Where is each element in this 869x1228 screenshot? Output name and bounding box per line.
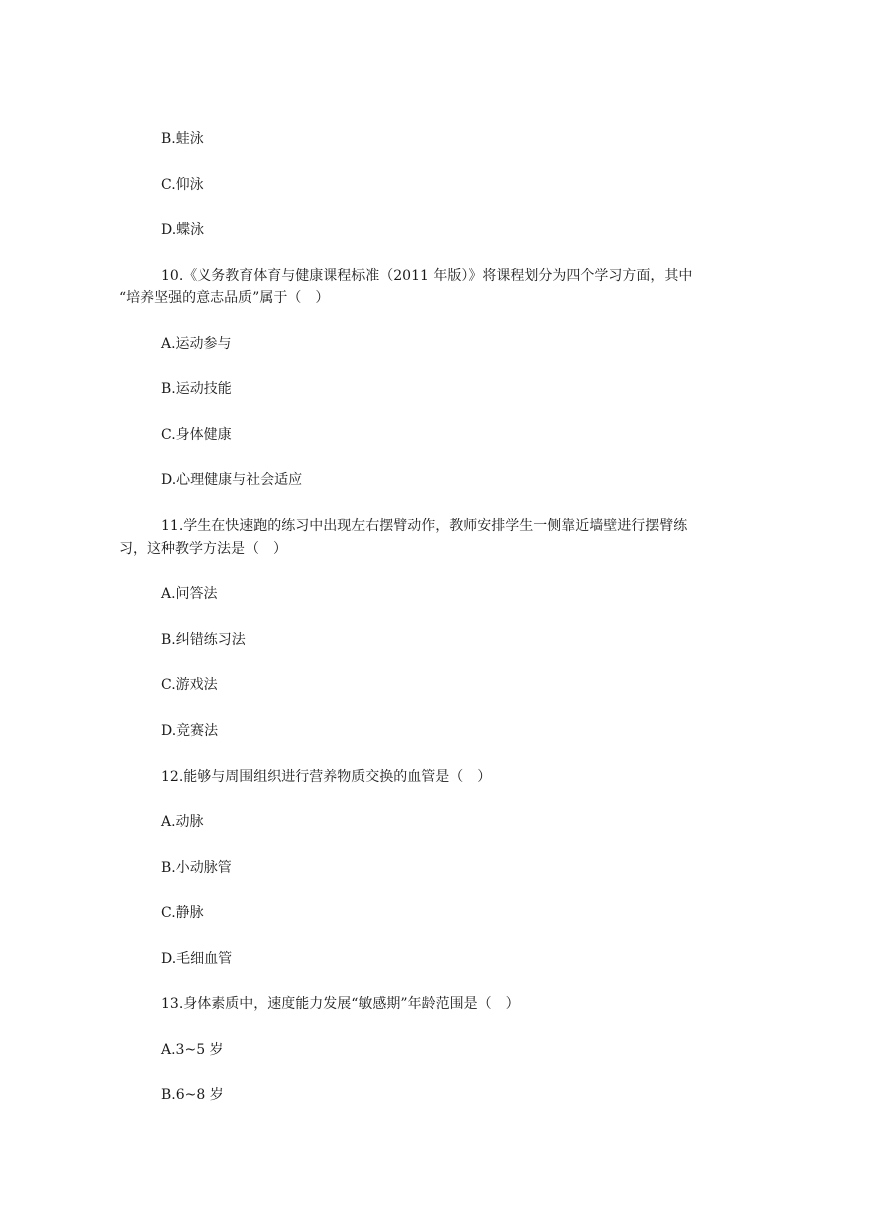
- q10-option-d: D.心理健康与社会适应: [161, 472, 303, 488]
- q9-option-d: D.蝶泳: [161, 222, 205, 238]
- q9-option-c: C.仰泳: [161, 177, 204, 193]
- q11-stem-line-2: 习，这种教学方法是（ ）: [119, 541, 287, 557]
- q10-option-a: A.运动参与: [161, 336, 232, 352]
- q12-option-a: A.动脉: [161, 814, 204, 830]
- q13-option-b: B.6~8 岁: [161, 1087, 224, 1103]
- q10-stem-line-1: 10.《义务教育体育与健康课程标准（2011 年版）》将课程划分为四个学习方面，其中: [161, 268, 693, 284]
- q12-option-d: D.毛细血管: [161, 951, 233, 967]
- q9-option-b: B.蛙泳: [161, 131, 204, 147]
- q10-option-b: B.运动技能: [161, 381, 232, 397]
- q11-stem-line-1: 11.学生在快速跑的练习中出现左右摆臂动作，教师安排学生一侧靠近墙壁进行摆臂练: [161, 518, 688, 534]
- q11-option-b: B.纠错练习法: [161, 632, 246, 648]
- q11-option-a: A.问答法: [161, 586, 218, 602]
- q12-stem: 12.能够与周围组织进行营养物质交换的血管是（ ）: [161, 769, 492, 785]
- q11-option-c: C.游戏法: [161, 677, 218, 693]
- q11-option-d: D.竞赛法: [161, 723, 219, 739]
- q10-stem-line-2: “培养坚强的意志品质”属于（ ）: [119, 290, 330, 306]
- q12-option-c: C.静脉: [161, 905, 204, 921]
- q13-stem: 13.身体素质中，速度能力发展“敏感期”年龄范围是（ ）: [161, 996, 520, 1012]
- q10-option-c: C.身体健康: [161, 427, 232, 443]
- q13-option-a: A.3~5 岁: [161, 1042, 224, 1058]
- q12-option-b: B.小动脉管: [161, 860, 232, 876]
